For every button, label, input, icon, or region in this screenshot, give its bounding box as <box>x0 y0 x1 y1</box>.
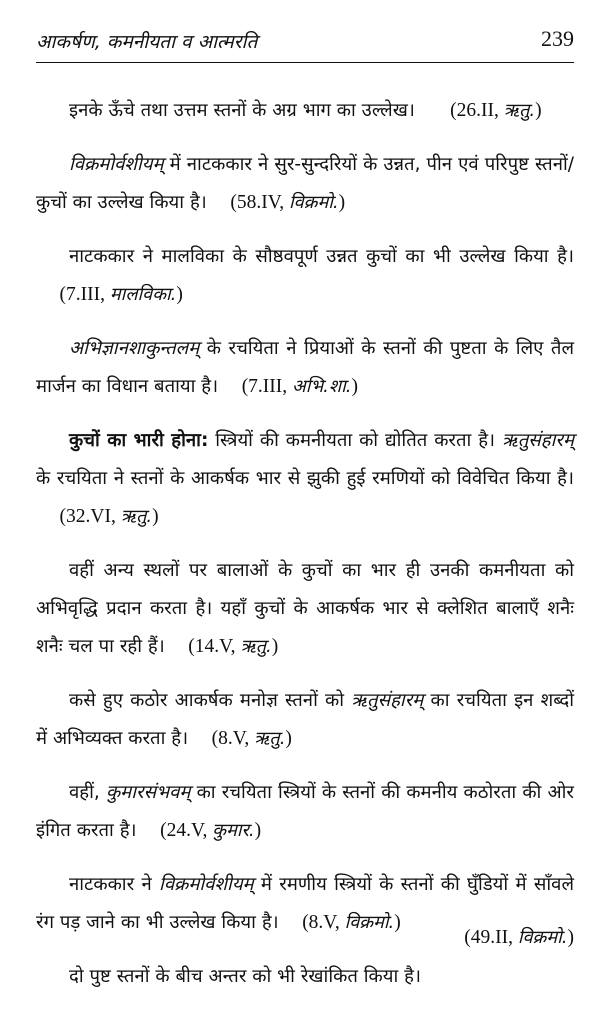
paragraph-text-lead: वहीं, <box>69 782 106 803</box>
work-title: विक्रमोर्वशीयम् <box>69 154 164 175</box>
work-title: कुमारसंभवम् <box>105 782 191 803</box>
citation: (26.II, ऋतु.) <box>450 100 542 121</box>
page-number: 239 <box>541 26 574 51</box>
citation: (8.V, ऋतु.) <box>211 728 292 749</box>
paragraph-8 <box>36 774 574 850</box>
paragraph-text: में रमणीय स्त्रियों के स्तनों की घुँडियों में साँवले रंग पड़ जाने का भी उल्लेख किया है। <box>36 874 574 933</box>
paragraph-text-lead: नाटककार ने <box>69 874 160 895</box>
work-title: अभिज्ञानशाकुन्तलम् <box>69 338 200 359</box>
paragraph-1 <box>36 92 574 130</box>
work-title: ऋतुसंहारम् <box>351 690 424 711</box>
work-title: विक्रमोर्वशीयम् <box>159 874 254 895</box>
citation: (14.V, ऋतु.) <box>188 636 279 657</box>
paragraph-text: का रचयिता इन शब्दों में अभिव्यक्त करता है। <box>36 690 575 749</box>
paragraph-6 <box>36 552 574 666</box>
paragraph-text: नाटककार ने मालविका के सौष्ठवपूर्ण उन्नत कुचों का भी उल्लेख किया है। <box>69 246 574 267</box>
paragraph-text: के रचयिता ने स्तनों के आकर्षक भार से झुकी हुई रमणियों को विवेचित किया है। <box>36 468 574 489</box>
citation: (24.V, कुमार.) <box>160 820 262 841</box>
work-title: ऋतुसंहारम् <box>501 430 575 451</box>
paragraph-5 <box>36 422 574 536</box>
paragraph-7 <box>36 682 574 758</box>
paragraph-text: के रचयिता ने प्रियाओं के स्तनों की पुष्टता के लिए तैल मार्जन का विधान बताया है। <box>36 338 574 397</box>
paragraph-10 <box>36 958 574 996</box>
page-body <box>36 92 574 1012</box>
citation: (7.III, अभि.शा.) <box>241 376 358 397</box>
citation: (58.IV, विक्रमो.) <box>230 192 346 213</box>
citation: (32.VI, ऋतु.) <box>59 506 159 527</box>
paragraph-3 <box>36 238 574 314</box>
paragraph-text: इनके ऊँचे तथा उत्तम स्तनों के अग्र भाग का उल्लेख। <box>69 100 415 121</box>
paragraph-4 <box>36 330 574 406</box>
paragraph-text: दो पुष्ट स्तनों के बीच अन्तर को भी रेखांकित किया है। <box>69 966 421 987</box>
citation: (7.III, मालविका.) <box>59 284 183 305</box>
paragraph-text-lead: स्त्रियों की कमनीयता को द्योतित करता है। <box>208 430 502 451</box>
paragraph-text-lead: कसे हुए कठोर आकर्षक मनोज्ञ स्तनों को <box>69 690 352 711</box>
paragraph-text: में नाटककार ने सुर-सुन्दरियों के उन्नत, पीन एवं परिपुष्ट स्तनों/कुचों का उल्लेख किया है। <box>36 154 574 213</box>
final-citation: (49.II, विक्रमो.) <box>464 927 574 948</box>
running-title: आकर्षण, कमनीयता व आत्मरति <box>36 31 258 53</box>
paragraph-2 <box>36 146 574 222</box>
paragraph-text: वहीं अन्य स्थलों पर बालाओं के कुचों का भार ही उनकी कमनीयता को अभिवृद्धि प्रदान करता है। यहाँ कुचों के आकर्षक भार से क्लेशित बालाएँ शनैः शनैः चल पा रही हैं। <box>36 560 574 657</box>
citation: (8.V, विक्रमो.) <box>302 912 401 933</box>
paragraph-text: का रचयिता स्त्रियों के स्तनों की कमनीय कठोरता की ओर इंगित करता है। <box>36 782 574 841</box>
page-header <box>36 26 574 63</box>
section-heading: कुचों का भारी होना: <box>69 430 209 451</box>
